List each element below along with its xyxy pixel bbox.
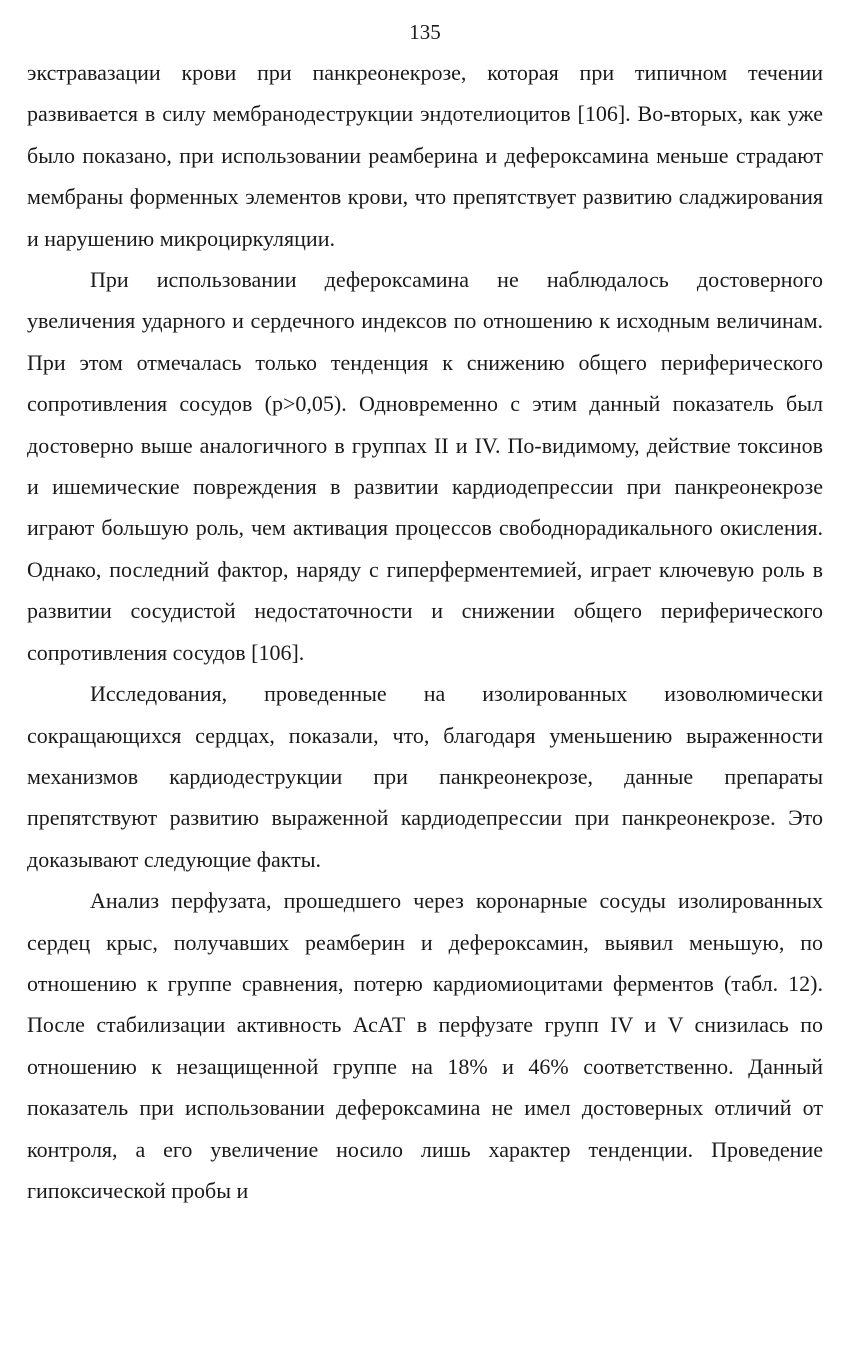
paragraph-continuation: экстравазации крови при панкреонекрозе, которая при типичном течении развивается в силу мембранодеструкции эндотелиоцитов [106]. Во-вторых, как уже было показано, при использовании реамберина и дефероксамина меньше страдают мембраны форменных элементов крови, что препятствует развитию сладжирования и нарушению микроциркуляции.	[27, 60, 823, 251]
paragraph-perfusate-analysis: Анализ перфузата, прошедшего через коронарные сосуды изолированных сердец крыс, получавших реамберин и дефероксамин, выявил меньшую, по отношению к группе сравнения, потерю кардиомиоцитами ферментов (табл. 12). После стабилизации активность АсАТ в перфузате групп IV и V снизилась по отношению к незащищенной группе на 18% и 46% соответственно. Данный показатель при использовании дефероксамина не имел достоверных отличий от контроля, а его увеличение носило лишь характер тенденции. Проведение гипоксической пробы и	[27, 888, 823, 1203]
body-text	[27, 52, 823, 1211]
paragraph-isolated-hearts: Исследования, проведенные на изолированных изоволюмически сокращающихся сердцах, показали, что, благодаря уменьшению выраженности механизмов кардиодеструкции при панкреонекрозе, данные препараты препятствуют развитию выраженной кардиодепрессии при панкреонекрозе. Это доказывают следующие факты.	[27, 681, 823, 872]
page-number: 135	[409, 20, 441, 44]
paragraph-deferoxamine-hemodynamics: При использовании дефероксамина не наблюдалось достоверного увеличения ударного и сердечного индексов по отношению к исходным величинам. При этом отмечалась только тенденция к снижению общего периферического сопротивления сосудов (р>0,05). Одновременно с этим данный показатель был достоверно выше аналогичного в группах II и IV. По-видимому, действие токсинов и ишемические повреждения в развитии кардиодепрессии при панкреонекрозе играют большую роль, чем активация процессов свободнорадикального окисления. Однако, последний фактор, наряду с гиперферментемией, играет ключевую роль в развитии сосудистой недостаточности и снижении общего периферического сопротивления сосудов [106].	[27, 267, 823, 665]
